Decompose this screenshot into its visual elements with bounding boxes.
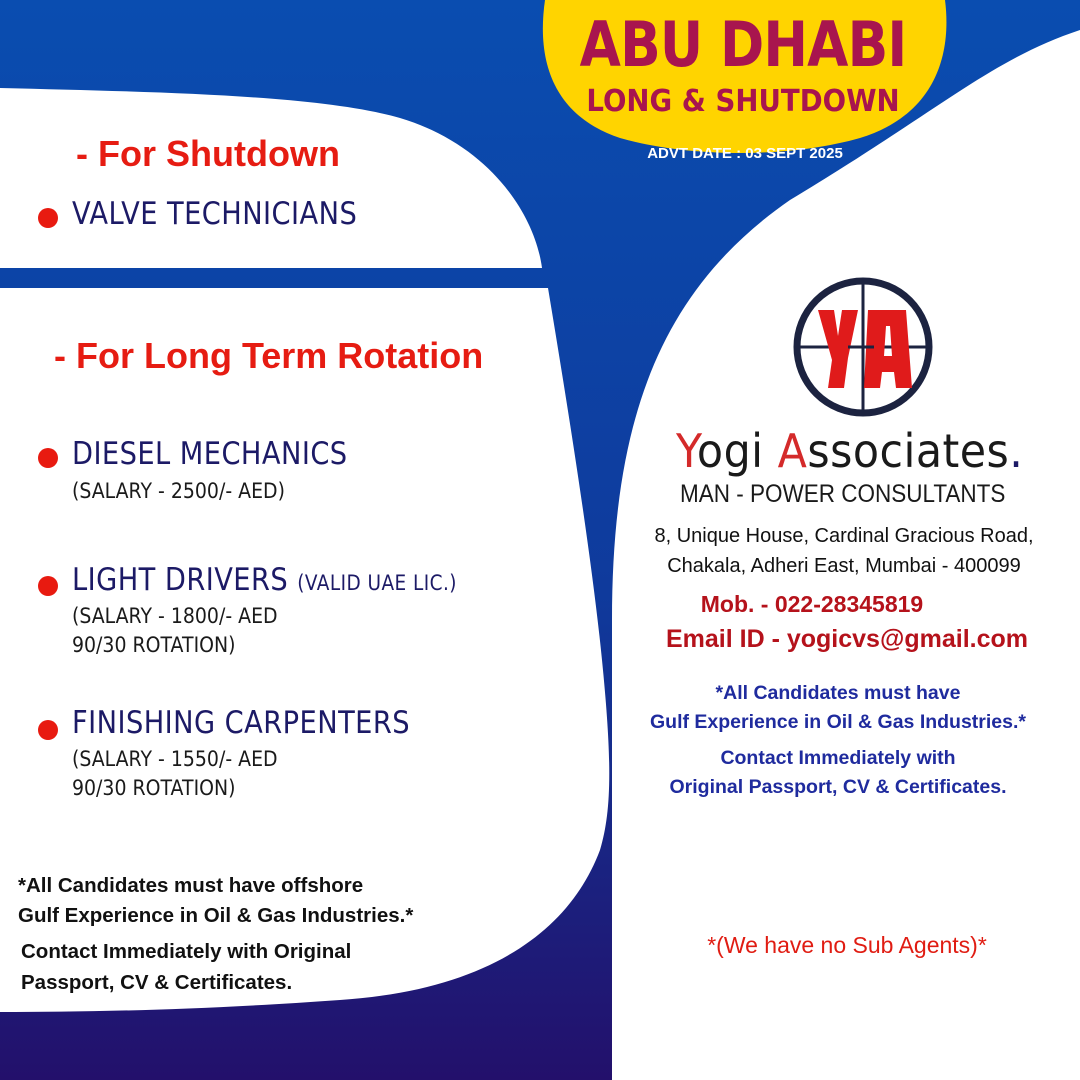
role-title-with-qualifier: [72, 562, 457, 598]
crosshair-ya-logo-icon: [788, 276, 938, 418]
long-term-heading: - For Long Term Rotation: [54, 335, 484, 376]
address-line: Chakala, Adheri East, Mumbai - 400099: [667, 555, 1021, 577]
company-name-dot: .: [1009, 424, 1024, 478]
company-name-part: ssociates: [807, 424, 1010, 478]
left-note-line: *All Candidates must have offshore: [18, 874, 364, 897]
shutdown-heading: - For Shutdown: [76, 133, 340, 174]
role-detail: (SALARY - 2500/- AED): [72, 479, 285, 503]
no-sub-agents-note: *(We have no Sub Agents)*: [707, 932, 987, 958]
header-subtitle: LONG & SHUTDOWN: [586, 84, 900, 119]
role-detail: 90/30 ROTATION): [72, 776, 236, 800]
role-detail: (SALARY - 1800/- AED: [72, 604, 278, 628]
role-detail: (SALARY - 1550/- AED: [72, 747, 278, 771]
role-title: FINISHING CARPENTERS: [72, 705, 411, 741]
company-name: [676, 424, 1023, 478]
red-dot-bullet-icon: [38, 208, 58, 228]
company-name-initial: A: [777, 424, 808, 478]
left-note-line: Passport, CV & Certificates.: [21, 971, 293, 994]
header-title: ABU DHABI: [579, 8, 907, 81]
red-dot-bullet-icon: [38, 448, 58, 468]
advert-date: ADVT DATE : 03 SEPT 2025: [647, 145, 843, 162]
right-note-line: Original Passport, CV & Certificates.: [669, 776, 1007, 798]
role-detail: 90/30 ROTATION): [72, 633, 236, 657]
left-note-line: Gulf Experience in Oil & Gas Industries.*: [18, 904, 414, 927]
right-note-line: Contact Immediately with: [720, 747, 956, 769]
left-note-line: Contact Immediately with Original: [21, 940, 352, 963]
company-tagline: MAN - POWER CONSULTANTS: [680, 480, 1006, 508]
email-address: Email ID - yogicvs@gmail.com: [666, 625, 1028, 653]
mobile-number: Mob. - 022-28345819: [700, 591, 924, 617]
red-dot-bullet-icon: [38, 576, 58, 596]
red-dot-bullet-icon: [38, 720, 58, 740]
company-name-initial: Y: [676, 424, 697, 478]
role-title: VALVE TECHNICIANS: [72, 196, 358, 232]
right-note-line: *All Candidates must have: [715, 682, 961, 704]
right-note-line: Gulf Experience in Oil & Gas Industries.*: [649, 711, 1027, 733]
address-line: 8, Unique House, Cardinal Gracious Road,: [654, 525, 1034, 547]
role-qualifier: (VALID UAE LIC.): [297, 571, 457, 595]
company-name-part: ogi: [696, 424, 778, 478]
role-title: LIGHT DRIVERS: [72, 562, 289, 598]
role-title: DIESEL MECHANICS: [72, 436, 348, 472]
